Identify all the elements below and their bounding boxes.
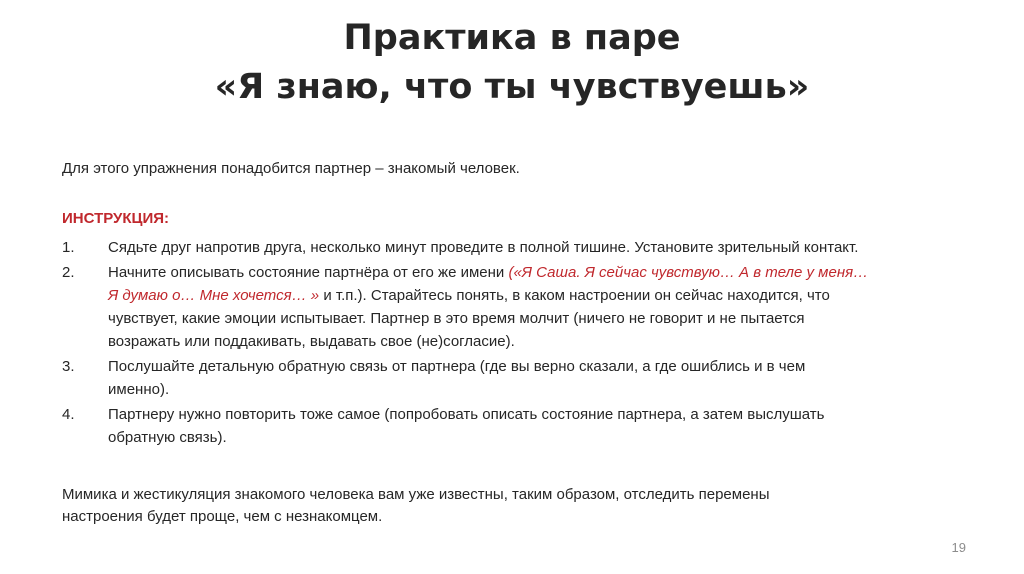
step-text-line-2: обратную связь). — [108, 429, 227, 446]
slide-title-line-1: Практика в паре — [343, 18, 681, 58]
step-number: 1. — [62, 239, 75, 256]
slide-title — [0, 14, 1024, 112]
step-text-plain: и т.п.). Старайтесь понять, в каком настроении он сейчас находится, что — [319, 287, 830, 304]
step-text: Сядьте друг напротив друга, несколько минут проведите в полной тишине. Установите зрительный контакт. — [108, 239, 859, 256]
intro-text: Для этого упражнения понадобится партнер – знакомый человек. — [62, 160, 520, 177]
instruction-heading: ИНСТРУКЦИЯ: — [62, 210, 170, 227]
list-item — [62, 261, 982, 353]
step-text-line-1: Партнеру нужно повторить тоже самое (попробовать описать состояние партнера, а затем выслушать — [108, 406, 825, 423]
step-text-plain: Начните описывать состояние партнёра от его же имени — [108, 264, 509, 281]
step-text-line-1: Послушайте детальную обратную связь от партнера (где вы верно сказали, а где ошиблись и в чем — [108, 358, 806, 375]
outro-text — [62, 484, 769, 528]
step-quote-line-2: Я думаю о… Мне хочется… » — [108, 287, 320, 304]
step-text-line-2: именно). — [108, 381, 170, 398]
step-text-line-4: возражать или поддакивать, выдавать свое (не)согласие). — [108, 333, 515, 350]
step-number: 2. — [62, 264, 75, 281]
instruction-list — [62, 236, 982, 451]
list-item — [62, 355, 982, 401]
list-item — [62, 403, 982, 449]
step-quote-line-1: («Я Саша. Я сейчас чувствую… А в теле у меня… — [508, 264, 869, 281]
list-item — [62, 236, 982, 259]
step-text-line-2 — [108, 284, 982, 307]
outro-line-1: Мимика и жестикуляция знакомого человека вам уже известны, таким образом, отследить перемены — [62, 486, 770, 503]
page-number: 19 — [951, 540, 966, 555]
step-number: 3. — [62, 358, 75, 375]
step-text-line-1 — [108, 261, 982, 284]
slide-title-line-2: «Я знаю, что ты чувствуешь» — [214, 67, 810, 107]
step-text-line-3: чувствует, какие эмоции испытывает. Партнер в это время молчит (ничего не говорит и не пытается — [108, 310, 805, 327]
outro-line-2: настроения будет проще, чем с незнакомцем. — [62, 508, 383, 525]
step-number: 4. — [62, 406, 75, 423]
